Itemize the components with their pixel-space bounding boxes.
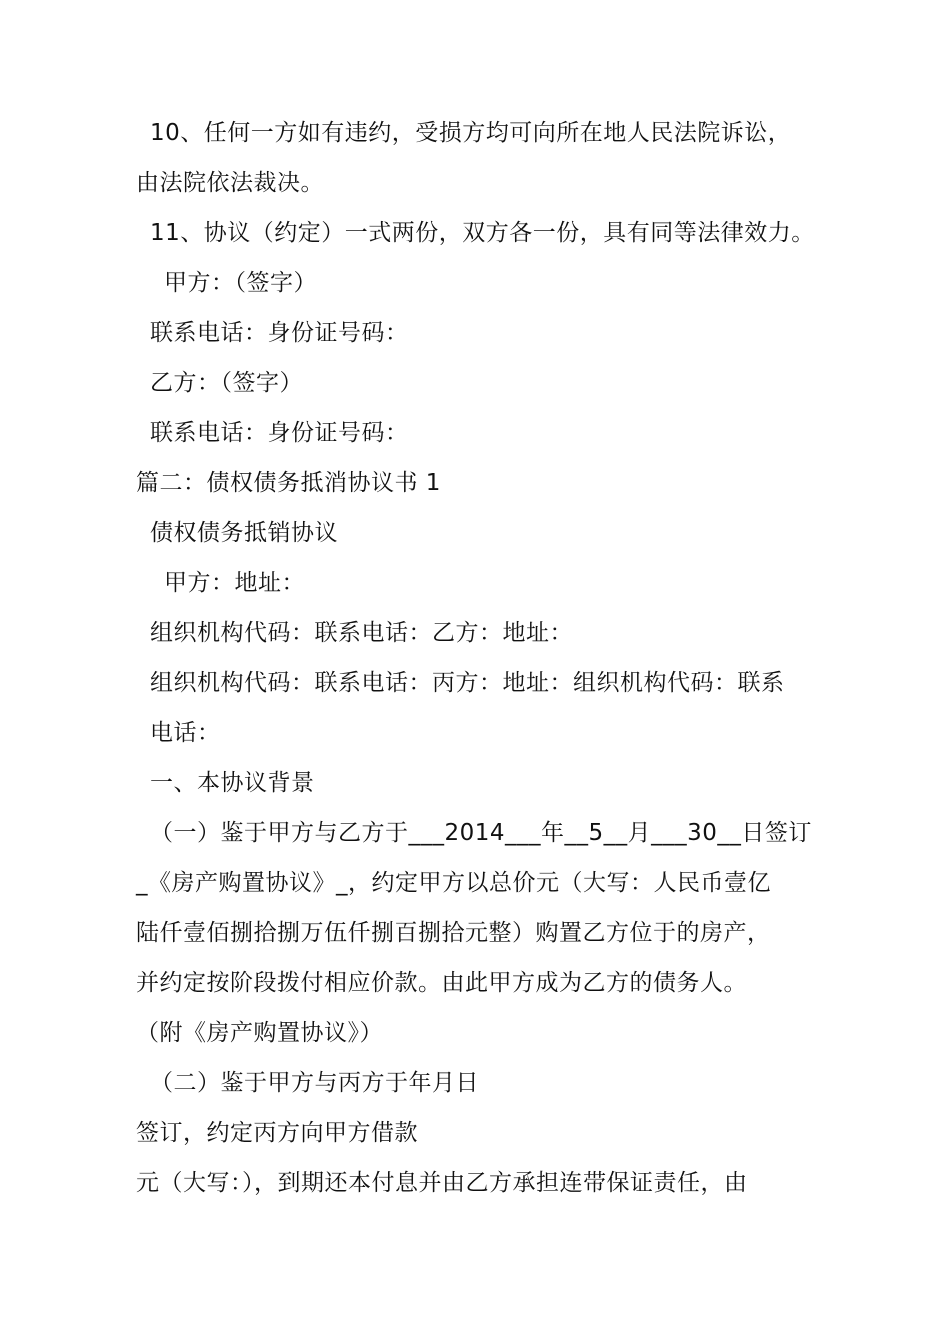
party-info-line-2: 组织机构代码：联系电话：丙方：地址：组织机构代码：联系 — [150, 670, 785, 696]
background-item-1-line-2: _《房产购置协议》_，约定甲方以总价元（大写：人民币壹亿 — [136, 870, 771, 896]
party-b-signature: 乙方：（签字） — [150, 370, 303, 396]
party-a-signature: 甲方：（签字） — [164, 270, 317, 296]
background-item-1-line-3: 陆仟壹佰捌拾捌万伍仟捌百捌拾元整）购置乙方位于的房产， — [136, 920, 771, 946]
section-heading: 篇二：债权债务抵消协议书 1 — [136, 470, 441, 496]
clause-10-line-1: 10、任何一方如有违约，受损方均可向所在地人民法院诉讼， — [150, 120, 792, 146]
attachment-note: （附《房产购置协议》） — [136, 1020, 383, 1046]
background-item-2-line-2: 签订，约定丙方向甲方借款 — [136, 1120, 418, 1146]
clause-10-line-2: 由法院依法裁决。 — [136, 170, 324, 196]
party-a-address: 甲方：地址： — [164, 570, 305, 596]
party-b-contact: 联系电话：身份证号码： — [150, 420, 409, 446]
background-item-1-line-1: （一）鉴于甲方与乙方于___2014___年__5__月___30__日签订 — [150, 820, 812, 846]
background-heading: 一、本协议背景 — [150, 770, 315, 796]
party-info-line-1: 组织机构代码：联系电话：乙方：地址： — [150, 620, 573, 646]
background-item-2-line-3: 元（大写：），到期还本付息并由乙方承担连带保证责任，由 — [136, 1170, 748, 1196]
clause-11: 11、协议（约定）一式两份，双方各一份，具有同等法律效力。 — [150, 220, 815, 246]
party-a-contact: 联系电话：身份证号码： — [150, 320, 409, 346]
background-item-1-line-4: 并约定按阶段拨付相应价款。由此甲方成为乙方的债务人。 — [136, 970, 747, 996]
background-item-2-line-1: （二）鉴于甲方与丙方于年月日 — [150, 1070, 479, 1096]
party-info-line-3: 电话： — [150, 720, 221, 746]
agreement-title: 债权债务抵销协议 — [150, 520, 338, 546]
